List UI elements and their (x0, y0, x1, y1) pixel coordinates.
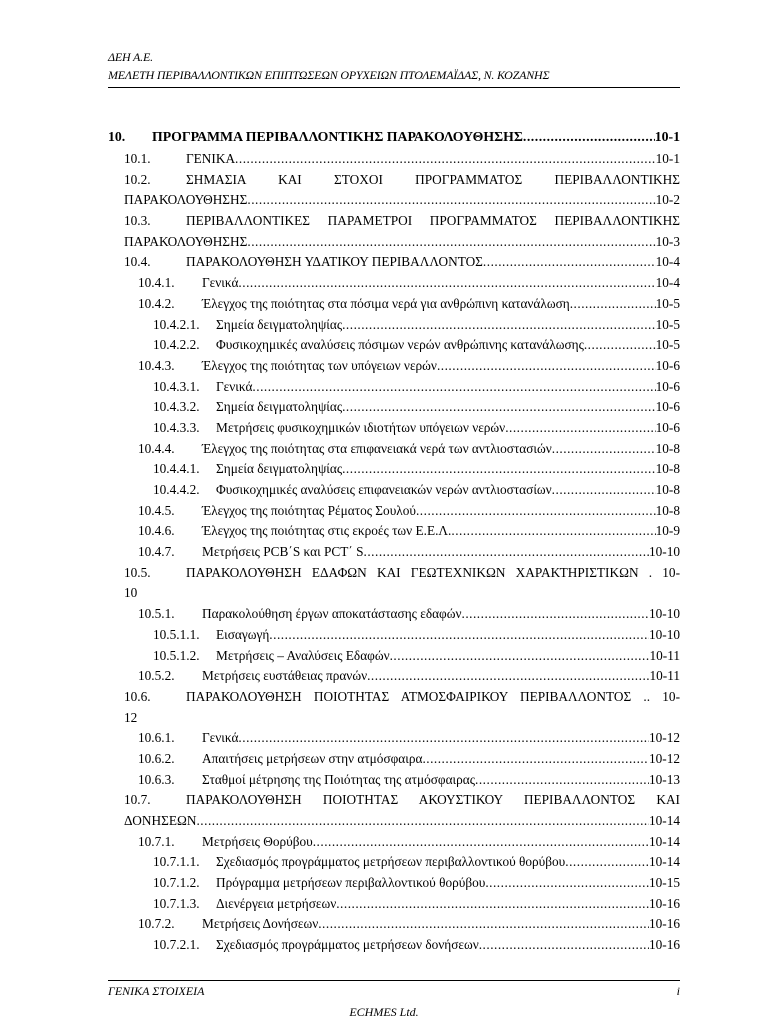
toc-entry-number: 10.4. (124, 254, 151, 270)
toc-entry-title: Γενικά (216, 378, 253, 394)
toc-entry[interactable] (108, 356, 680, 377)
toc-entry-page: 10-6 (655, 357, 680, 373)
toc-entry-title: ΠΕΡΙΒΑΛΛΟΝΤΙΚΕΣ ΠΑΡΑΜΕΤΡΟΙ ΠΡΟΓΡΑΜΜΑΤΟΣ ΠΕΡΙΒΑΛΛΟΝΤΙΚΗΣ (186, 213, 680, 229)
toc-entry[interactable] (108, 315, 680, 336)
toc-entry-title: Γενικά (202, 275, 239, 291)
toc-entry-page: 10-14 (648, 813, 680, 828)
toc-entry-number: 10.4.4.2. (153, 482, 200, 497)
toc-entry[interactable] (108, 749, 680, 770)
toc-entry-page: 10-1 (655, 151, 680, 166)
toc-entry-title: Διενέργεια μετρήσεων (216, 895, 337, 911)
toc-entry[interactable] (108, 273, 680, 294)
toc-entry[interactable] (108, 770, 680, 791)
toc-entry-title: Σημεία δειγματοληψίας (216, 461, 343, 477)
toc-entry[interactable] (108, 521, 680, 542)
toc-entry-title: Μετρήσεις Δονήσεων (202, 916, 319, 932)
toc-leader-dots (479, 935, 649, 955)
toc-entry-page: 10-11 (649, 647, 680, 663)
toc-entry-number: 10.4.1. (138, 275, 175, 291)
toc-entry[interactable] (108, 294, 680, 315)
toc-entry-page: 10-10 (648, 626, 680, 642)
toc-entry[interactable] (108, 894, 680, 915)
toc-leader-dots (485, 873, 649, 893)
toc-entry-page: 10-14 (648, 854, 680, 870)
toc-entry-continuation[interactable] (108, 583, 680, 604)
toc-entry[interactable] (108, 439, 680, 460)
toc-entry[interactable] (108, 625, 680, 646)
toc-leader-dots (318, 914, 649, 934)
toc-entry[interactable] (108, 170, 680, 191)
toc-entry-number: 10.2. (124, 171, 151, 187)
toc-leader-dots (367, 666, 649, 686)
toc-entry-title-continuation: ΔΟΝΗΣΕΩΝ (124, 813, 197, 828)
toc-entry[interactable] (108, 728, 680, 749)
toc-leader-dots (416, 501, 656, 521)
table-of-contents (108, 127, 680, 956)
toc-entry[interactable] (108, 252, 680, 273)
toc-entry[interactable] (108, 459, 680, 480)
toc-entry-page: 10-8 (655, 461, 680, 477)
toc-entry-title: Σχεδιασμός προγράμματος μετρήσεων δονήσεων (216, 937, 479, 953)
toc-entry[interactable] (108, 914, 680, 935)
toc-entry[interactable] (108, 335, 680, 356)
toc-entry-page: 10-2 (655, 192, 680, 208)
toc-entry[interactable] (108, 873, 680, 894)
toc-entry-number: 10.6. (124, 688, 151, 704)
toc-entry-page: 10-16 (648, 916, 680, 932)
toc-entry-page: 10-12 (648, 750, 680, 766)
toc-entry-page: 10-8 (655, 482, 680, 497)
toc-entry-page: 10-6 (655, 419, 680, 435)
toc-entry[interactable] (108, 666, 680, 687)
toc-leader-dots (238, 728, 649, 748)
toc-entry-title: Μετρήσεις – Αναλύσεις Εδαφών (216, 647, 390, 663)
toc-entry-title-continuation: ΠΑΡΑΚΟΛΟΥΘΗΣΗΣ (124, 192, 248, 208)
toc-entry-title: Γενικά (202, 730, 239, 746)
toc-entry-title: Μετρήσεις φυσικοχημικών ιδιοτήτων υπόγειων νερών (216, 419, 506, 435)
toc-entry-page: 10-10 (648, 606, 680, 622)
toc-entry-number: 10.5.1.2. (153, 647, 200, 663)
toc-entry[interactable] (108, 211, 680, 232)
toc-entry-page: 10-13 (648, 771, 680, 787)
toc-entry-title: Πρόγραμμα μετρήσεων περιβαλλοντικού θορύβου (216, 875, 486, 891)
toc-entry-title: Εισαγωγή (216, 626, 270, 642)
toc-entry-title-continuation: 10 (124, 585, 138, 601)
toc-entry-page: 10-15 (648, 875, 680, 891)
toc-leader-dots (252, 377, 655, 397)
toc-entry-title: Μετρήσεις PCB΄S και PCT΄ S (202, 544, 364, 560)
toc-entry-number: 10.3. (124, 213, 151, 229)
toc-leader-dots (269, 625, 649, 645)
footer-company: ECHMES Ltd. (349, 1005, 419, 1019)
toc-entry-page: 10-16 (648, 937, 680, 953)
toc-entry-number: 10.7.1.2. (153, 875, 200, 891)
toc-entry-number: 10.5.2. (138, 668, 175, 684)
toc-entry[interactable] (108, 832, 680, 853)
toc-entry[interactable] (108, 418, 680, 439)
toc-entry-title: Μετρήσεις Θορύβου (202, 833, 313, 849)
toc-entry-page: 10-6 (655, 399, 680, 415)
toc-leader-dots (364, 542, 649, 562)
toc-entry-title: Έλεγχος της ποιότητας των υπόγειων νερών (202, 357, 437, 373)
toc-entry-page: 10-3 (655, 233, 680, 249)
toc-entry-title: Έλεγχος της ποιότητας στα πόσιμα νερά για ανθρώπινη κατανάλωση (202, 295, 570, 311)
toc-entry-number: 10.7.2.1. (153, 937, 200, 953)
toc-leader-dots (552, 480, 656, 500)
toc-entry-number: 10.4.3. (138, 357, 175, 373)
toc-leader-dots (238, 273, 655, 293)
toc-entry-title: Έλεγχος της ποιότητας Ρέματος Σουλού (202, 502, 416, 518)
toc-entry-number: 10.4.2.1. (153, 316, 200, 332)
toc-leader-dots (342, 315, 656, 335)
toc-leader-dots (313, 832, 649, 852)
toc-entry-page: 10-6 (655, 378, 680, 394)
toc-entry-page: 10-14 (648, 833, 680, 849)
toc-entry-title: ΠΑΡΑΚΟΛΟΥΘΗΣΗ ΠΟΙΟΤΗΤΑΣ ΑΤΜΟΣΦΑΙΡΙΚΟΥ ΠΕΡΙΒΑΛΛΟΝΤΟΣ .. 10- (186, 688, 680, 704)
toc-entry-number: 10.4.3.3. (153, 419, 200, 435)
toc-entry[interactable] (108, 852, 680, 873)
toc-entry-title: Σημεία δειγματοληψίας (216, 316, 343, 332)
toc-entry-number: 10.6.1. (138, 730, 175, 746)
toc-entry-page: 10-8 (655, 440, 680, 456)
toc-leader-dots (422, 749, 649, 769)
toc-entry-page: 10-4 (655, 275, 680, 291)
toc-entry-title: ΣΗΜΑΣΙΑ ΚΑΙ ΣΤΟΧΟΙ ΠΡΟΓΡΑΜΜΑΤΟΣ ΠΕΡΙΒΑΛΛΟΝΤΙΚΗΣ (186, 171, 680, 187)
toc-entry[interactable] (108, 687, 680, 708)
toc-entry-number: 10. (108, 129, 126, 144)
toc-entry-page: 10-4 (655, 254, 680, 270)
toc-entry-page: 10-1 (654, 129, 680, 144)
toc-entry-number: 10.1. (124, 151, 151, 166)
toc-entry-title-continuation: 12 (124, 709, 138, 725)
toc-entry-continuation[interactable] (108, 232, 680, 253)
toc-leader-dots (475, 770, 649, 790)
toc-entry-number: 10.4.5. (138, 502, 175, 518)
toc-entry-continuation[interactable] (108, 811, 680, 832)
toc-entry-title: ΠΑΡΑΚΟΛΟΥΘΗΣΗ ΠΟΙΟΤΗΤΑΣ ΑΚΟΥΣΤΙΚΟΥ ΠΕΡΙΒΑΛΛΟΝΤΟΣ ΚΑΙ (186, 792, 680, 808)
toc-entry[interactable] (108, 790, 680, 811)
toc-entry-page: 10-5 (655, 295, 680, 311)
footer-section-label: ΓΕΝΙΚΑ ΣΤΟΙΧΕΙΑ (108, 984, 205, 998)
toc-entry-title: Σταθμοί μέτρησης της Ποιότητας της ατμόσφαιρας (202, 771, 476, 787)
toc-entry-page: 10-5 (655, 337, 680, 353)
toc-entry-number: 10.4.4. (138, 440, 175, 456)
toc-entry-number: 10.4.4.1. (153, 461, 200, 477)
footer-page-number: i (676, 984, 680, 998)
toc-entry-title: Σημεία δειγματοληψίας (216, 399, 343, 415)
toc-entry[interactable] (108, 501, 680, 522)
toc-entry-number: 10.6.2. (138, 750, 175, 766)
toc-entry-page: 10-9 (655, 523, 680, 539)
toc-entry-page: 10-10 (648, 544, 680, 560)
toc-entry-number: 10.6.3. (138, 771, 175, 787)
toc-leader-dots (483, 252, 656, 272)
toc-entry[interactable] (108, 604, 680, 625)
toc-entry[interactable] (108, 480, 680, 501)
header-rule (108, 87, 680, 88)
toc-entry-page: 10-16 (648, 895, 680, 911)
toc-entry-number: 10.5.1.1. (153, 626, 200, 642)
toc-entry-number: 10.4.6. (138, 523, 175, 539)
toc-entry-title-continuation: ΠΑΡΑΚΟΛΟΥΘΗΣΗΣ (124, 233, 248, 249)
toc-entry-number: 10.5.1. (138, 606, 175, 622)
toc-leader-dots (342, 459, 656, 479)
toc-entry-number: 10.7.2. (138, 916, 175, 932)
toc-entry-number: 10.7. (124, 792, 151, 808)
footer-rule (108, 980, 680, 981)
header-organization: ΔΕΗ Α.Ε. (108, 50, 153, 64)
toc-leader-dots (342, 397, 656, 417)
toc-entry-continuation[interactable] (108, 190, 680, 211)
toc-entry[interactable] (108, 149, 680, 170)
toc-entry-number: 10.7.1.3. (153, 895, 200, 911)
toc-entry-page: 10-12 (648, 730, 680, 746)
page-header (108, 48, 680, 84)
toc-leader-dots (247, 190, 655, 210)
toc-entry-title: Απαιτήσεις μετρήσεων στην ατμόσφαιρα (202, 750, 423, 766)
toc-entry-page: 10-11 (649, 668, 680, 684)
toc-entry-title: Παρακολούθηση έργων αποκατάστασης εδαφών (202, 606, 462, 622)
toc-entry-number: 10.4.2. (138, 295, 175, 311)
toc-leader-dots (235, 149, 656, 169)
toc-entry-number: 10.7.1.1. (153, 854, 200, 870)
toc-entry-number: 10.4.2.2. (153, 337, 200, 353)
toc-entry-number: 10.4.3.2. (153, 399, 200, 415)
toc-entry-title: Έλεγχος της ποιότητας στις εκροές των Ε.Ε.Λ. (202, 523, 452, 539)
toc-leader-dots (196, 811, 649, 831)
toc-entry[interactable] (108, 646, 680, 667)
toc-entry-continuation[interactable] (108, 708, 680, 729)
toc-entry-number: 10.4.3.1. (153, 378, 200, 394)
toc-entry-page: 10-5 (655, 316, 680, 332)
toc-entry[interactable] (108, 127, 680, 149)
toc-leader-dots (390, 646, 650, 666)
toc-leader-dots (584, 335, 656, 355)
toc-entry-title: ΓΕΝΙΚΑ (186, 151, 236, 166)
toc-leader-dots (451, 521, 655, 541)
toc-leader-dots (523, 127, 655, 147)
toc-leader-dots (565, 852, 649, 872)
toc-leader-dots (505, 418, 655, 438)
toc-entry-title: ΠΑΡΑΚΟΛΟΥΘΗΣΗ ΕΔΑΦΩΝ ΚΑΙ ΓΕΩΤΕΧΝΙΚΩΝ ΧΑΡΑΚΤΗΡΙΣΤΙΚΩΝ . 10- (186, 564, 680, 580)
toc-leader-dots (247, 232, 655, 252)
toc-leader-dots (336, 894, 649, 914)
toc-entry-title: Φυσικοχημικές αναλύσεις επιφανειακών νερών αντλιοστασίων (216, 482, 552, 497)
toc-entry-number: 10.7.1. (138, 833, 175, 849)
toc-leader-dots (570, 294, 656, 314)
toc-entry-title: Μετρήσεις ευστάθειας πρανών (202, 668, 368, 684)
toc-entry[interactable] (108, 397, 680, 418)
header-study-title: ΜΕΛΕΤΗ ΠΕΡΙΒΑΛΛΟΝΤΙΚΩΝ ΕΠΙΠΤΩΣΕΩΝ ΟΡΥΧΕΙΩΝ ΠΤΟΛΕΜΑΪΔΑΣ, Ν. ΚΟΖΑΝΗΣ (108, 68, 550, 82)
toc-entry[interactable] (108, 377, 680, 398)
toc-entry-title: ΠΡΟΓΡΑΜΜΑ ΠΕΡΙΒΑΛΛΟΝΤΙΚΗΣ ΠΑΡΑΚΟΛΟΥΘΗΣΗΣ (152, 129, 523, 144)
toc-entry-title: ΠΑΡΑΚΟΛΟΥΘΗΣΗ ΥΔΑΤΙΚΟΥ ΠΕΡΙΒΑΛΛΟΝΤΟΣ (186, 254, 483, 270)
toc-entry-title: Έλεγχος της ποιότητας στα επιφανειακά νερά των αντλιοστασιών (202, 440, 552, 456)
toc-entry-number: 10.4.7. (138, 544, 175, 560)
toc-leader-dots (462, 604, 649, 624)
toc-entry-title: Σχεδιασμός προγράμματος μετρήσεων περιβαλλοντικού θορύβου (216, 854, 566, 870)
toc-leader-dots (552, 439, 656, 459)
toc-entry[interactable] (108, 542, 680, 563)
toc-leader-dots (437, 356, 656, 376)
toc-entry-title: Φυσικοχημικές αναλύσεις πόσιμων νερών ανθρώπινης κατανάλωσης (216, 337, 584, 353)
toc-entry-number: 10.5. (124, 564, 151, 580)
toc-entry[interactable] (108, 935, 680, 956)
toc-entry-page: 10-8 (655, 502, 680, 518)
toc-entry[interactable] (108, 563, 680, 584)
